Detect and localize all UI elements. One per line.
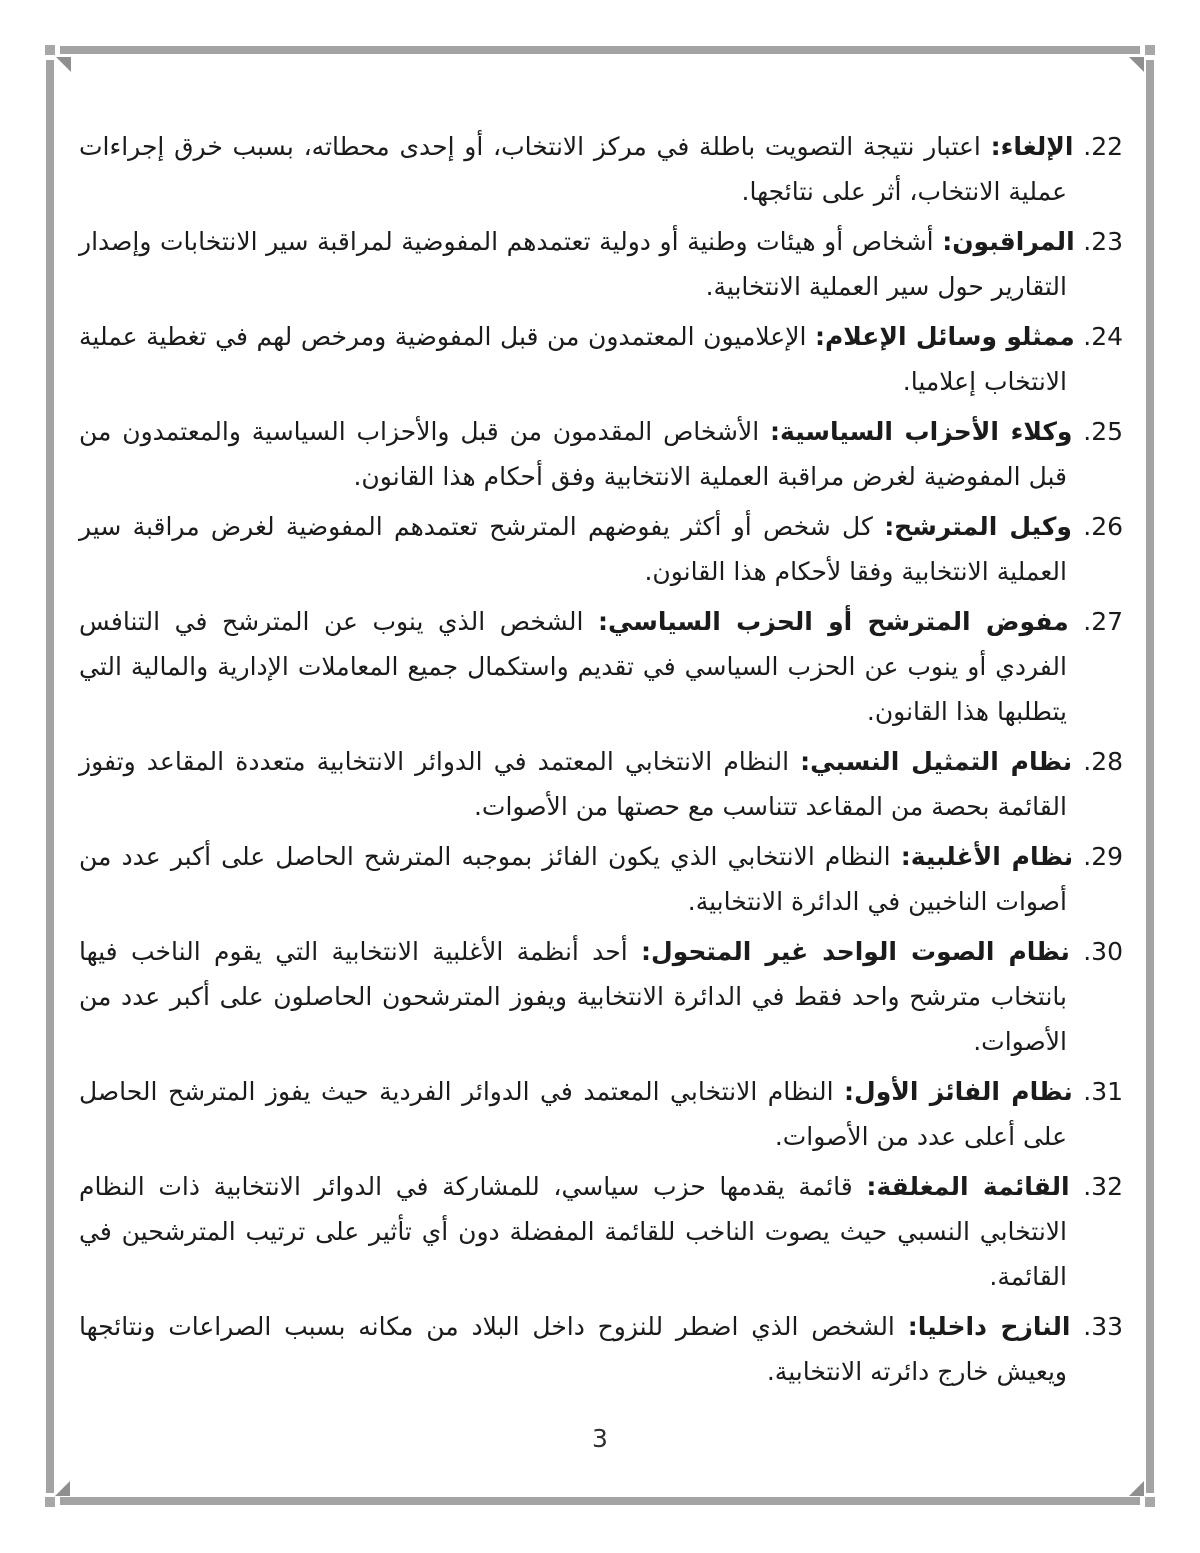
item-definition: الشخص الذي ينوب عن المترشح في التنافس الفردي أو ينوب عن الحزب السياسي في تقديم واستكمال جميع المعاملات الإدارية والمالية التي يتطلبها هذا القانون.	[79, 607, 1067, 726]
page-border-bottom	[60, 1497, 1140, 1505]
definition-item	[79, 124, 1123, 214]
border-corner-square-top-right	[1145, 45, 1155, 55]
item-term: المراقبون:	[942, 227, 1075, 256]
item-term: النازح داخليا:	[907, 1312, 1071, 1341]
border-corner-triangle-icon	[55, 1481, 70, 1496]
item-definition: النظام الانتخابي المعتمد في الدوائر الانتخابية متعددة المقاعد وتفوز القائمة بحصة من المقاعد تتناسب مع حصتها من الأصوات.	[79, 747, 1067, 821]
item-number: 28.	[1083, 747, 1124, 776]
definition-item	[79, 1069, 1123, 1159]
item-definition: الشخص الذي اضطر للنزوح داخل البلاد من مكانه بسبب الصراعات ونتائجها ويعيش خارج دائرته الانتخابية.	[79, 1312, 1067, 1386]
page-border-right	[1146, 60, 1154, 1493]
border-corner-square-bottom-right	[1145, 1497, 1155, 1507]
border-corner-square-top-left	[45, 45, 55, 55]
definition-item	[79, 219, 1123, 309]
item-number: 25.	[1083, 417, 1123, 446]
item-number: 23.	[1083, 227, 1123, 256]
item-definition: كل شخص أو أكثر يفوضهم المترشح تعتمدهم المفوضية لغرض مراقبة سير العملية الانتخابية وفقا لأحكام هذا القانون.	[79, 512, 1067, 586]
item-term: وكيل المترشح:	[884, 512, 1072, 541]
item-number: 30.	[1083, 937, 1123, 966]
definition-item	[79, 599, 1123, 734]
item-term: وكلاء الأحزاب السياسية:	[770, 417, 1073, 446]
border-corner-square-bottom-left	[45, 1497, 55, 1507]
item-definition: اعتبار نتيجة التصويت باطلة في مركز الانتخاب، أو إحدى محطاته، بسبب خرق إجراءات عملية الانتخاب، أثر على نتائجها.	[79, 132, 1067, 206]
page-number: 3	[592, 1424, 608, 1453]
item-number: 33.	[1083, 1312, 1124, 1341]
definition-item	[79, 314, 1123, 404]
item-number: 22.	[1083, 132, 1123, 161]
item-term: نظام الفائز الأول:	[844, 1077, 1073, 1106]
item-definition: النظام الانتخابي المعتمد في الدوائر الفردية حيث يفوز المترشح الحاصل على أعلى عدد من الأصوات.	[79, 1077, 1067, 1151]
definition-item	[79, 504, 1123, 594]
definition-item	[79, 929, 1123, 1064]
definition-item	[79, 409, 1123, 499]
item-definition: قائمة يقدمها حزب سياسي، للمشاركة في الدوائر الانتخابية ذات النظام الانتخابي النسبي حيث يصوت الناخب للقائمة المفضلة دون أي تأثير على ترتيب المترشحين في القائمة.	[79, 1172, 1067, 1291]
item-term: نظام الصوت الواحد غير المتحول:	[641, 937, 1070, 966]
item-term: الإلغاء:	[990, 132, 1074, 161]
page-border-top	[60, 46, 1140, 54]
border-corner-triangle-icon	[1129, 57, 1144, 72]
border-corner-triangle-icon	[56, 57, 71, 72]
item-term: نظام التمثيل النسبي:	[800, 747, 1073, 776]
item-definition: أحد أنظمة الأغلبية الانتخابية التي يقوم الناخب فيها بانتخاب مترشح واحد فقط في الدائرة الانتخابية ويفوز المترشحون الحاصلون على أكبر عدد من الأصوات.	[79, 937, 1067, 1056]
definition-item	[79, 1304, 1123, 1394]
item-number: 27.	[1083, 607, 1123, 636]
definition-item	[79, 834, 1123, 924]
definition-item	[79, 739, 1123, 829]
item-number: 26.	[1083, 512, 1123, 541]
page-border-left	[46, 60, 54, 1493]
border-corner-triangle-icon	[1129, 1481, 1144, 1496]
item-definition: الأشخاص المقدمون من قبل والأحزاب السياسية والمعتمدون من قبل المفوضية لغرض مراقبة العملية الانتخابية وفق أحكام هذا القانون.	[79, 417, 1067, 491]
item-definition: النظام الانتخابي الذي يكون الفائز بموجبه المترشح الحاصل على أكبر عدد من أصوات الناخبين في الدائرة الانتخابية.	[79, 842, 1067, 916]
item-number: 32.	[1083, 1172, 1123, 1201]
item-definition: أشخاص أو هيئات وطنية أو دولية تعتمدهم المفوضية لمراقبة سير الانتخابات وإصدار التقارير حول سير العملية الانتخابية.	[79, 227, 1067, 301]
item-number: 31.	[1083, 1077, 1123, 1106]
definition-item	[79, 1164, 1123, 1299]
item-term: ممثلو وسائل الإعلام:	[814, 322, 1075, 351]
item-term: مفوض المترشح أو الحزب السياسي:	[597, 607, 1069, 636]
item-number: 29.	[1083, 842, 1123, 871]
item-number: 24.	[1083, 322, 1124, 351]
item-term: القائمة المغلقة:	[866, 1172, 1070, 1201]
item-term: نظام الأغلبية:	[900, 842, 1074, 871]
item-definition: الإعلاميون المعتمدون من قبل المفوضية ومرخص لهم في تغطية عملية الانتخاب إعلاميا.	[79, 322, 1067, 396]
definitions-list	[79, 124, 1123, 1399]
